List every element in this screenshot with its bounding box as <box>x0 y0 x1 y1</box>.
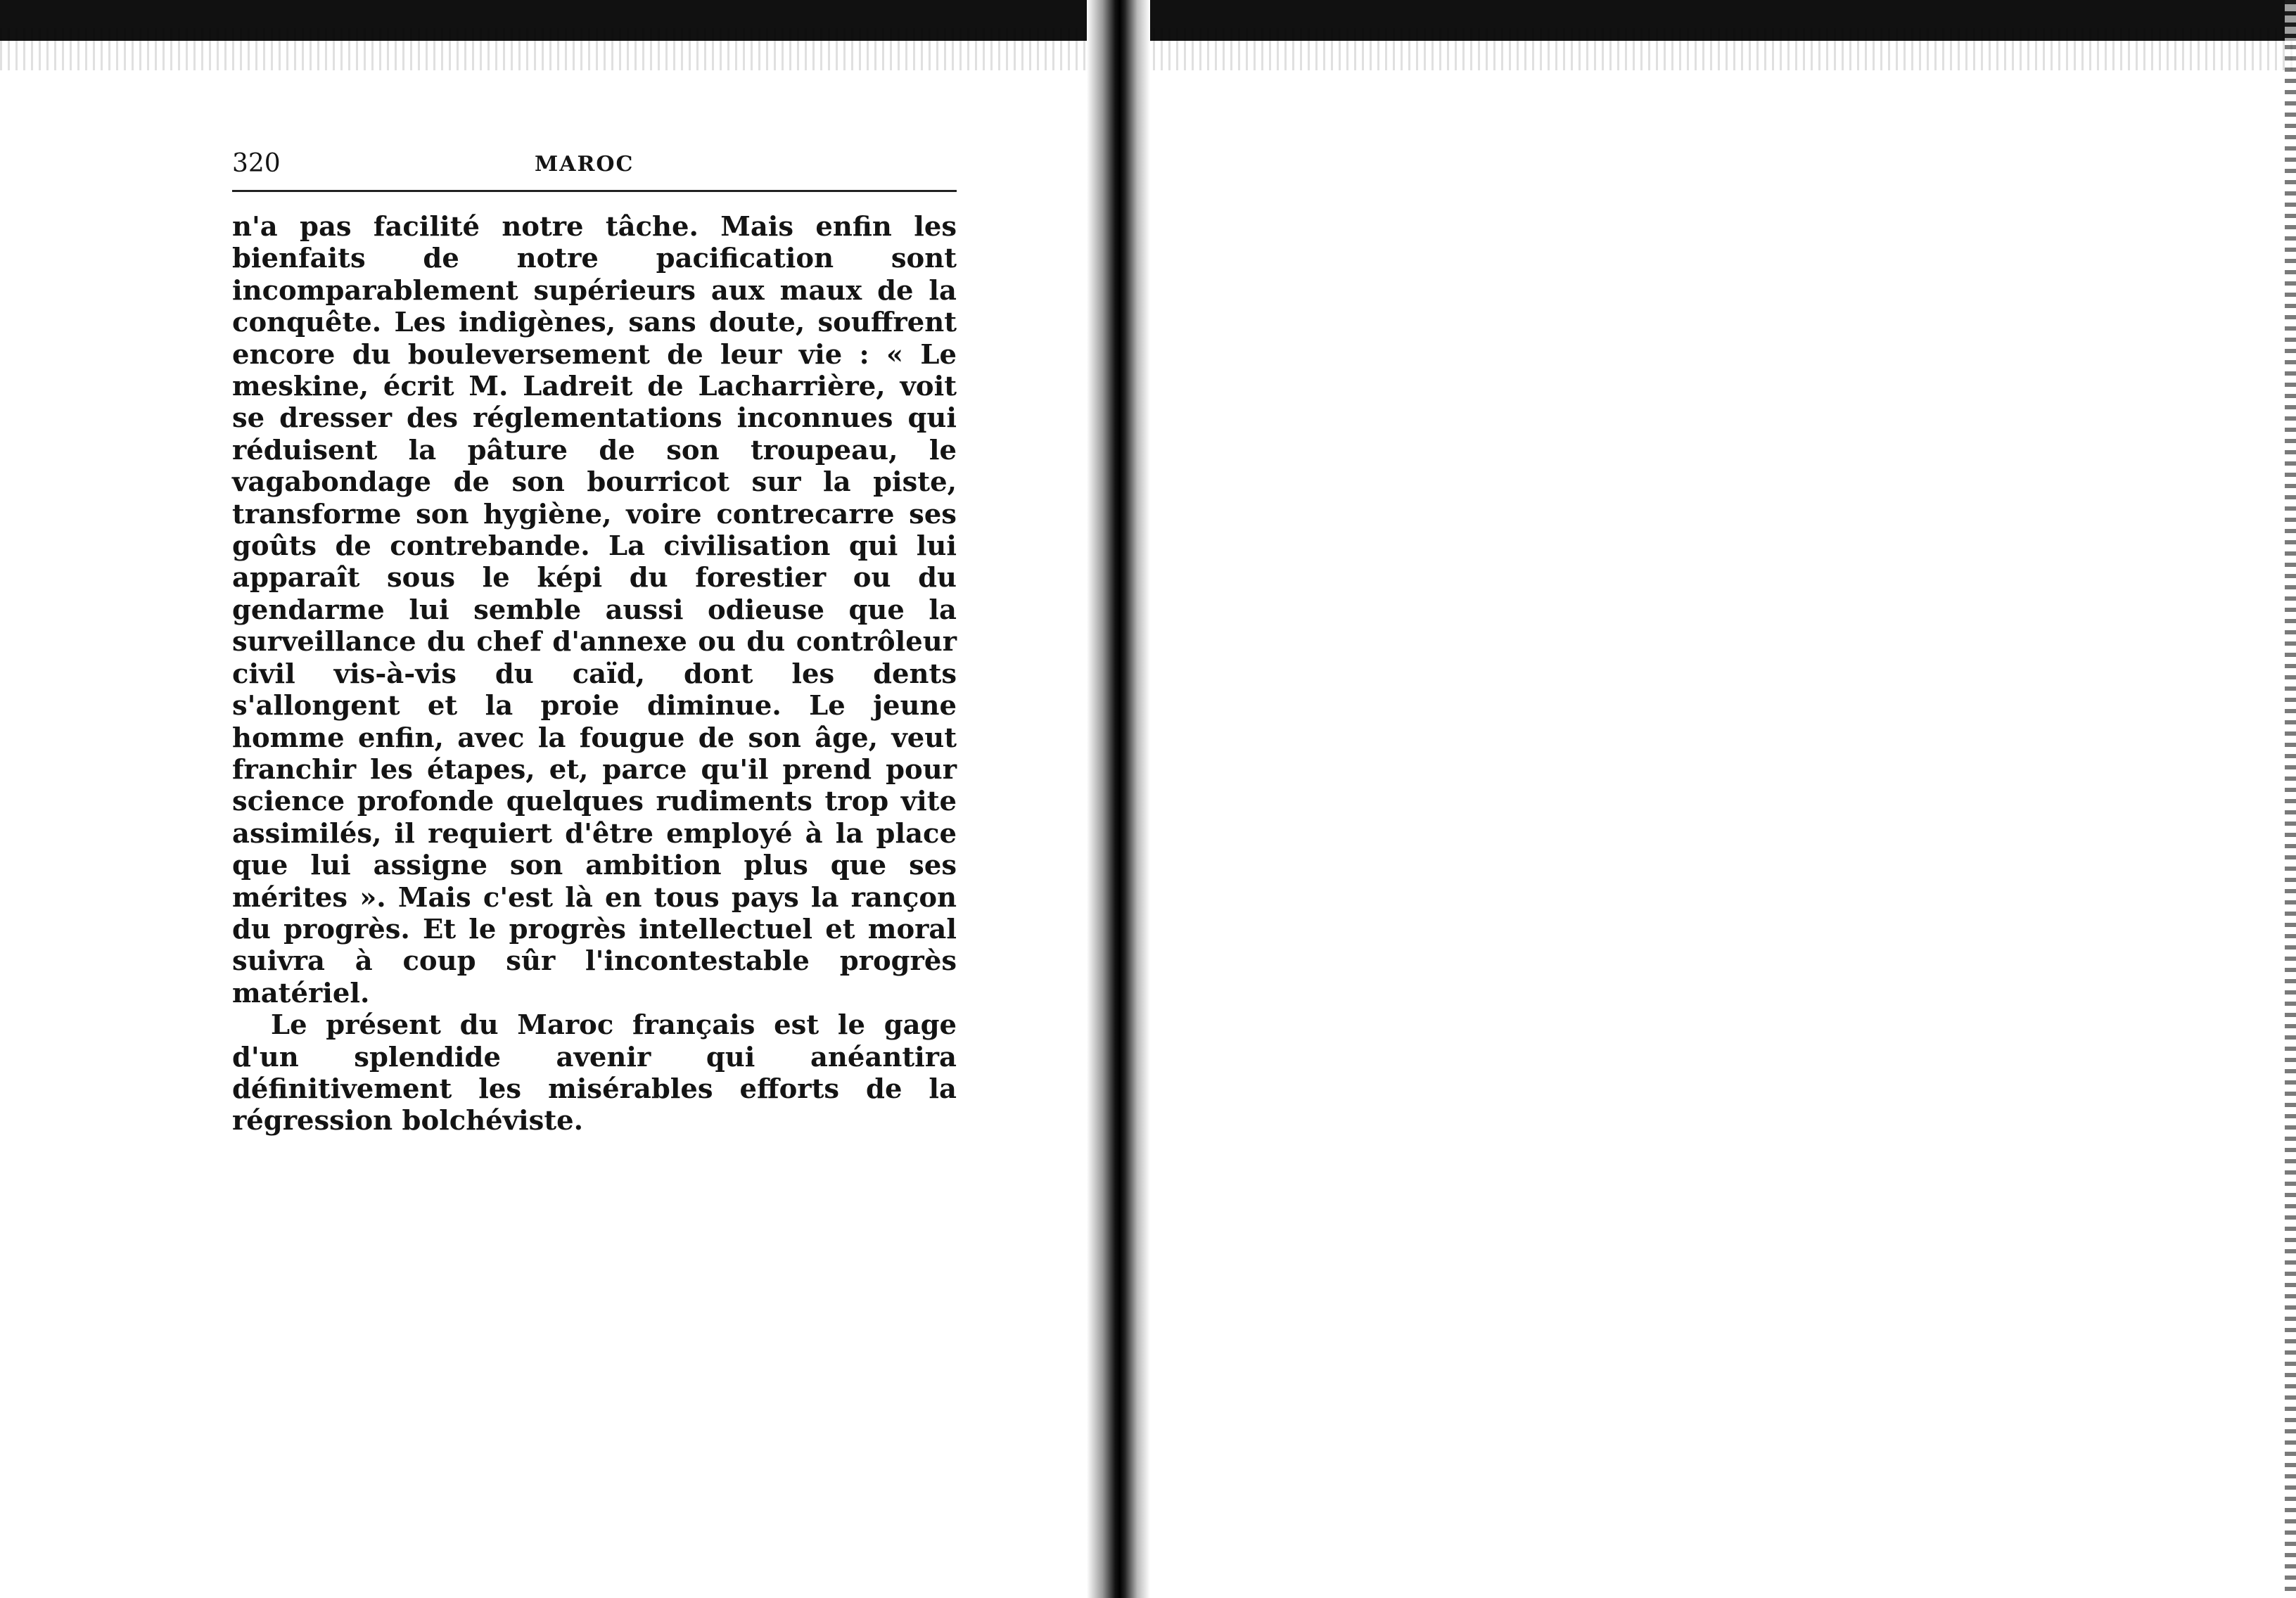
left-page <box>0 0 1083 1598</box>
page-number: 320 <box>232 149 281 178</box>
running-title: MAROC <box>535 152 634 177</box>
paragraph: Le présent du Maroc français est le gage d'un splendide avenir qui anéantira définitivement les misérables efforts de la régression bolchéviste. <box>232 1009 957 1137</box>
paragraph: n'a pas facilité notre tâche. Mais enfin les bienfaits de notre pacification sont incomparablement supérieurs aux maux de la conquête. Les indigènes, sans doute, souffrent encore du bouleversement de leur vie : « Le meskine, écrit M. Ladreit de Lacharrière, voit se dresser des réglementations inconnues qui réduisent la pâture de son troupeau, le vagabondage de son bourricot sur la piste, transforme son hygiène, voire contrecarre ses goûts de contrebande. La civilisation qui lui apparaît sous le képi du forestier ou du gendarme lui semble aussi odieuse que la surveillance du chef d'annexe ou du contrôleur civil vis-à-vis du caïd, dont les dents s'allongent et la proie diminue. Le jeune homme enfin, avec la fougue de son âge, veut franchir les étapes, et, parce qu'il prend pour science profonde quelques rudiments trop vite assimilés, il requiert d'être employé à la place que lui assigne son ambition plus que ses mérites ». Mais c'est là en tous pays la rançon du progrès. Et le progrès intellectuel et moral suivra à coup sûr l'incontestable progrès matériel. <box>232 211 957 1009</box>
left-page-text <box>232 211 957 1137</box>
right-page <box>1154 0 2279 1598</box>
scan-right-edge <box>2285 0 2296 1598</box>
running-head <box>232 148 957 192</box>
book-gutter <box>1087 0 1150 1598</box>
